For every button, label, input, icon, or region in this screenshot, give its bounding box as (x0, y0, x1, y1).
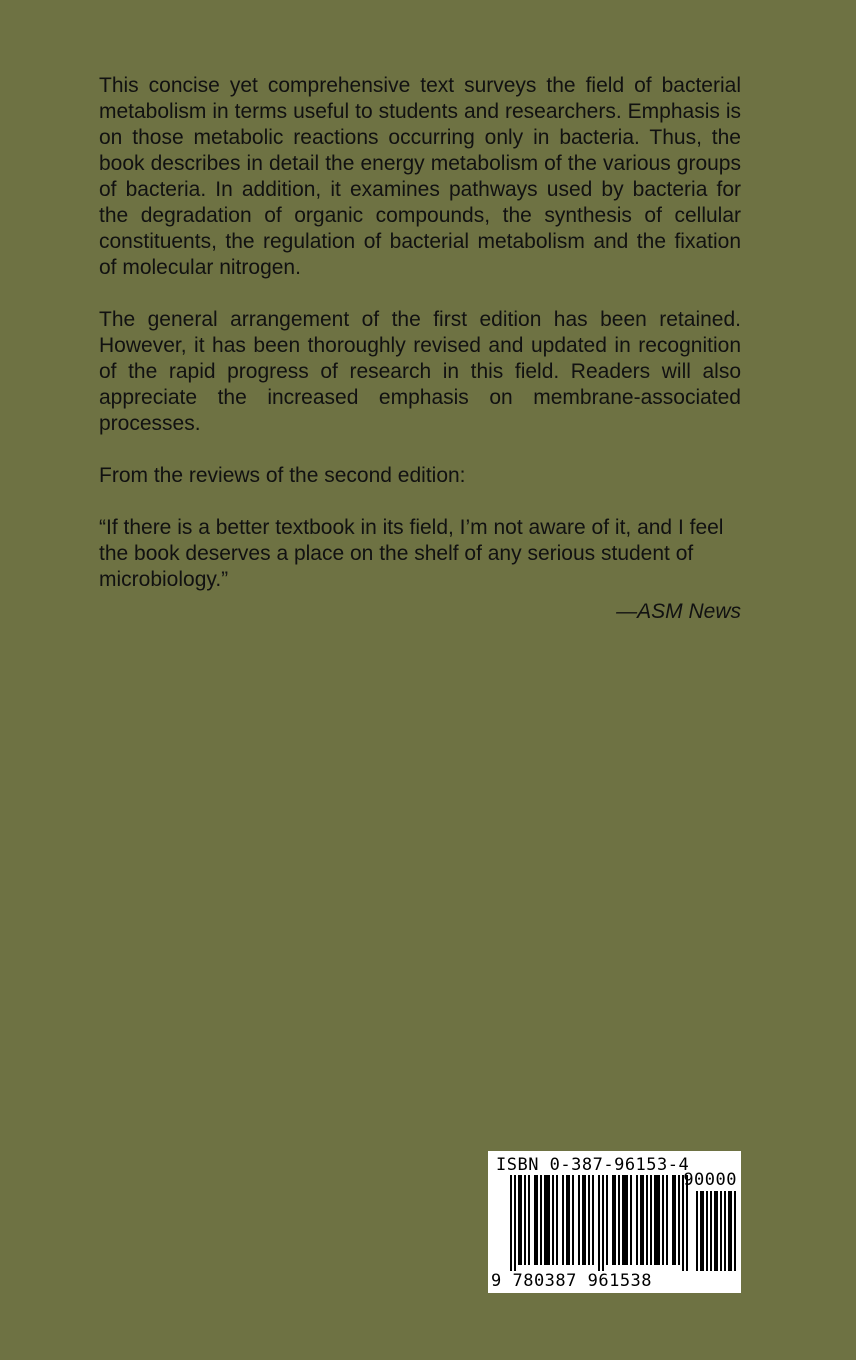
description-paragraph-2: The general arrangement of the first edition has been retained. However, it has been thoroughly revised and updated in recognition of the rapid progress of research in this field. Readers will also appreciate the increased emphasis on membrane-associated processes. (99, 308, 741, 435)
isbn-label: ISBN 0-387-96153-4 (496, 1155, 690, 1175)
blurb-text-block (99, 73, 741, 625)
barcode-addon-digits: 90000 (683, 1170, 737, 1190)
reviews-heading: From the reviews of the second edition: (99, 464, 466, 487)
review-attribution: —ASM News (616, 600, 741, 623)
barcode-ean-digits: 9 780387 961538 (491, 1271, 653, 1291)
description-paragraph-1: This concise yet comprehensive text surveys the field of bacterial metabolism in terms useful to students and researchers. Emphasis is on those metabolic reactions occurring only in bacteria. Thus, the book describes in detail the energy metabolism of the various groups of bacteria. In addition, it examines pathways used by bacteria for the degradation of organic compounds, the synthesis of cellular constituents, the regulation of bacterial metabolism and the fixation of molecular nitrogen. (99, 74, 741, 279)
review-quote: “If there is a better textbook in its field, I’m not aware of it, and I feel the book deserves a place on the shelf of any serious student of microbiology.” (99, 516, 724, 591)
barcode-box (488, 1151, 741, 1293)
